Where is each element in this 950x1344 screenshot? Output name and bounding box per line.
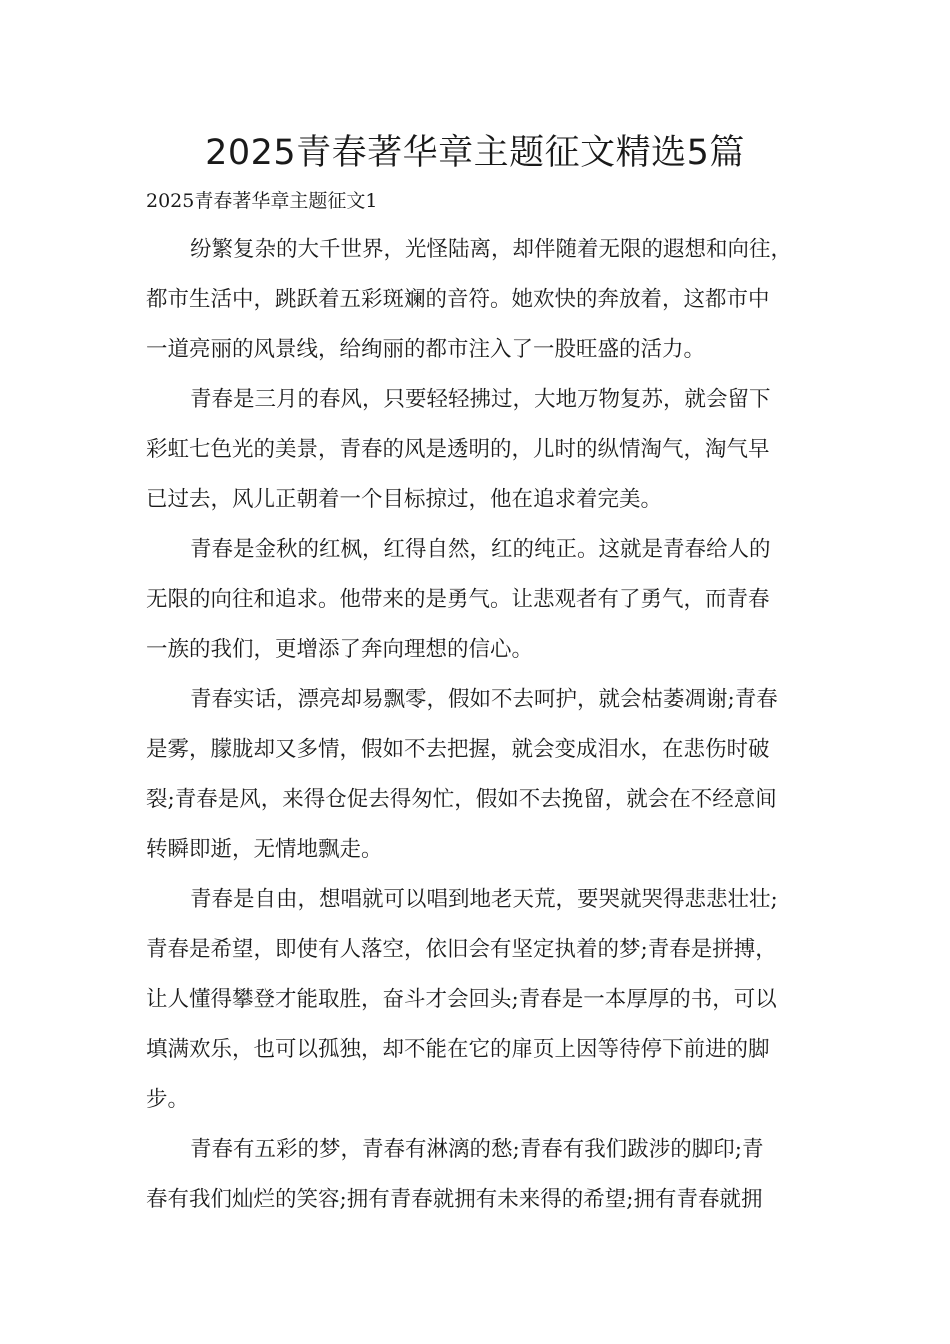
paragraph-4-line-4: 转瞬即逝，无情地飘走。 <box>146 837 383 862</box>
paragraph-1-line-1: 纷繁复杂的大千世界，光怪陆离，却伴随着无限的遐想和向往， <box>190 237 793 262</box>
paragraph-6-line-1: 青春有五彩的梦，青春有淋漓的愁;青春有我们跋涉的脚印;青 <box>190 1137 764 1162</box>
document-title: 2025青春著华章主题征文精选5篇 <box>205 133 745 173</box>
section-heading: 2025青春著华章主题征文1 <box>146 190 378 212</box>
paragraph-5-line-3: 让人懂得攀登才能取胜，奋斗才会回头;青春是一本厚厚的书，可以 <box>146 987 777 1012</box>
paragraph-1-line-2: 都市生活中，跳跃着五彩斑斓的音符。她欢快的奔放着，这都市中 <box>146 287 770 312</box>
paragraph-6-line-2: 春有我们灿烂的笑容;拥有青春就拥有未来得的希望;拥有青春就拥 <box>146 1187 763 1212</box>
paragraph-5-line-2: 青春是希望，即使有人落空，依旧会有坚定执着的梦;青春是拼搏， <box>146 937 777 962</box>
paragraph-4-line-1: 青春实话，漂亮却易飘零，假如不去呵护，就会枯萎凋谢;青春 <box>190 687 778 712</box>
paragraph-1-line-3: 一道亮丽的风景线，给绚丽的都市注入了一股旺盛的活力。 <box>146 337 706 362</box>
paragraph-5-line-1: 青春是自由，想唱就可以唱到地老天荒，要哭就哭得悲悲壮壮; <box>190 887 778 912</box>
paragraph-2-line-3: 已过去，风儿正朝着一个目标掠过，他在追求着完美。 <box>146 487 663 512</box>
paragraph-4-line-2: 是雾，朦胧却又多情，假如不去把握，就会变成泪水，在悲伤时破 <box>146 737 770 762</box>
paragraph-3-line-1: 青春是金秋的红枫，红得自然，红的纯正。这就是青春给人的 <box>190 537 771 562</box>
paragraph-5-line-4: 填满欢乐，也可以孤独，却不能在它的扉页上因等待停下前进的脚 <box>146 1037 770 1062</box>
paragraph-3-line-3: 一族的我们，更增添了奔向理想的信心。 <box>146 637 534 662</box>
paragraph-3-line-2: 无限的向往和追求。他带来的是勇气。让悲观者有了勇气，而青春 <box>146 587 770 612</box>
paragraph-2-line-2: 彩虹七色光的美景，青春的风是透明的，儿时的纵情淘气，淘气早 <box>146 437 770 462</box>
paragraph-4-line-3: 裂;青春是风，来得仓促去得匆忙，假如不去挽留，就会在不经意间 <box>146 787 777 812</box>
paragraph-5-line-5: 步。 <box>146 1087 190 1112</box>
paragraph-2-line-1: 青春是三月的春风，只要轻轻拂过，大地万物复苏，就会留下 <box>190 387 771 412</box>
